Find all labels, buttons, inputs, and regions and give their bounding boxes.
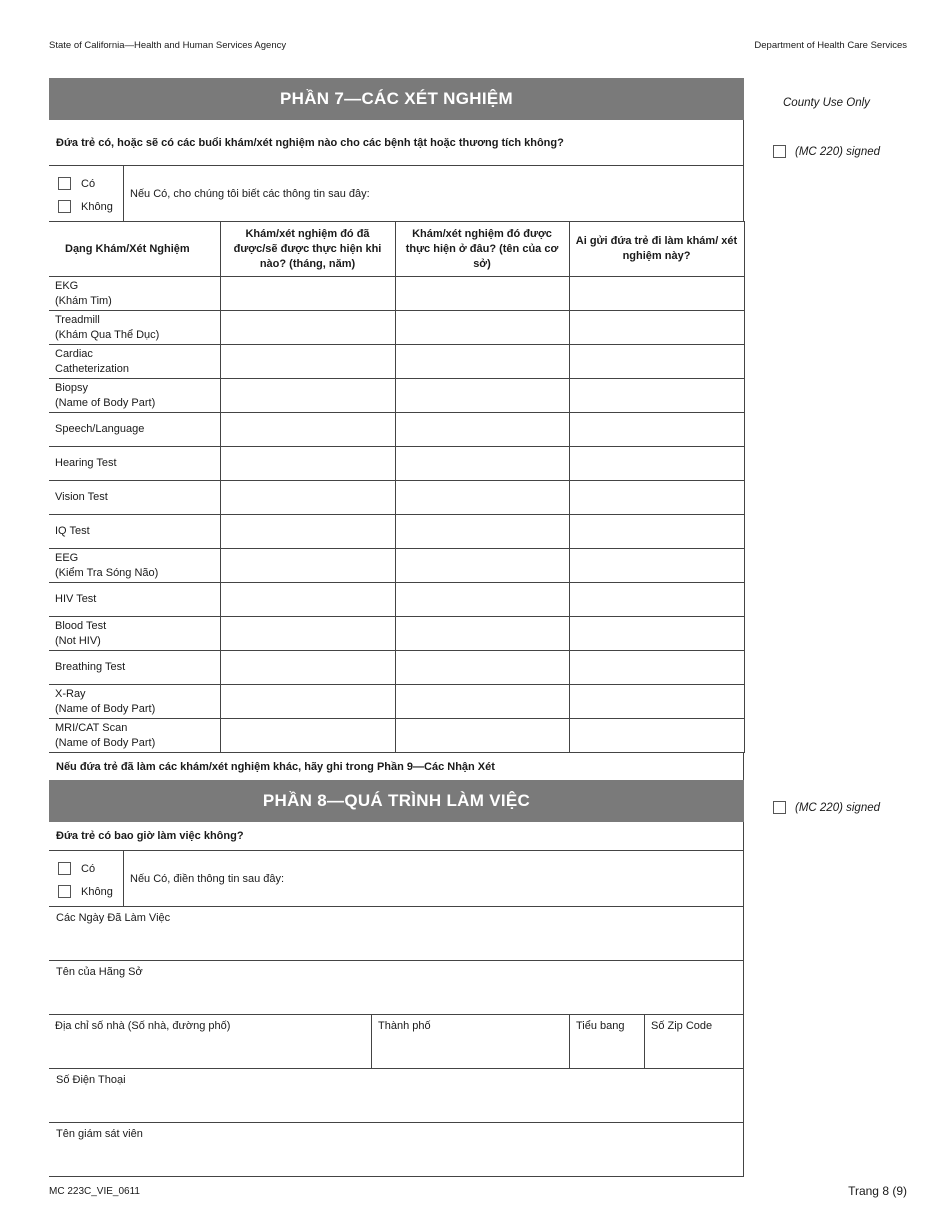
where-cell[interactable] [395, 311, 569, 345]
when-cell[interactable] [220, 311, 395, 345]
when-cell[interactable] [220, 345, 395, 379]
test-type-cell [49, 617, 220, 651]
form-id: MC 223C_VIE_0611 [49, 1186, 140, 1197]
state-label: Tiểu bang [576, 1020, 625, 1032]
test-type-cell [49, 685, 220, 719]
yes-label: Có [81, 862, 96, 875]
test-subtitle: (Name of Body Part) [55, 396, 156, 409]
table-row [49, 583, 744, 617]
city-field[interactable] [371, 1015, 569, 1068]
table-row [49, 515, 744, 549]
table-row [49, 413, 744, 447]
state-field[interactable] [569, 1015, 644, 1068]
test-subtitle: Catheterization [55, 362, 129, 375]
col-where: Khám/xét nghiệm đó được thực hiện ở đâu? (tên của cơ sở) [395, 222, 569, 277]
when-cell[interactable] [220, 277, 395, 311]
who-sent-cell[interactable] [569, 617, 744, 651]
col-who-sent: Ai gửi đứa trẻ đi làm khám/ xét nghiệm này? [569, 222, 744, 277]
test-name: MRI/CAT Scan [55, 721, 128, 734]
tests-table-header [49, 222, 744, 277]
test-name: Vision Test [55, 491, 108, 503]
test-name: EKG [55, 279, 79, 292]
mc220-signed-checkbox-2[interactable] [773, 801, 786, 814]
zip-code-field[interactable] [644, 1015, 743, 1068]
when-cell[interactable] [220, 413, 395, 447]
test-name: Breathing Test [55, 661, 126, 673]
when-cell[interactable] [220, 583, 395, 617]
test-name: IQ Test [55, 525, 90, 537]
agency-header: State of California—Health and Human Services Agency [49, 40, 287, 51]
test-type-cell [49, 583, 220, 617]
section7-title: PHẦN 7—CÁC XÉT NGHIỆM [49, 78, 744, 120]
test-name: Speech/Language [55, 423, 145, 435]
section7-question: Đứa trẻ có, hoặc sẽ có các buổi khám/xét nghiệm nào cho các bệnh tật hoặc thương tích không? [49, 120, 744, 165]
who-sent-cell[interactable] [569, 583, 744, 617]
section8-yes-no [49, 850, 744, 906]
phone-field[interactable] [49, 1068, 744, 1122]
test-type-cell [49, 481, 220, 515]
when-cell[interactable] [220, 447, 395, 481]
no-option[interactable] [58, 195, 123, 218]
mc220-signed-label-1: (MC 220) signed [795, 145, 881, 158]
yes-no-options [49, 851, 124, 906]
where-cell[interactable] [395, 549, 569, 583]
test-name: Blood Test [55, 619, 107, 632]
test-type-cell [49, 651, 220, 685]
test-type-cell [49, 719, 220, 753]
where-cell[interactable] [395, 719, 569, 753]
table-row [49, 345, 744, 379]
table-row [49, 379, 744, 413]
street-address-field[interactable] [49, 1015, 371, 1068]
tests-table [49, 221, 745, 753]
where-cell[interactable] [395, 481, 569, 515]
col-test-type: Dạng Khám/Xét Nghiệm [49, 222, 220, 277]
mc220-signed-section7 [773, 145, 880, 158]
zip-code-label: Số Zip Code [651, 1020, 713, 1032]
section7-footnote: Nếu đứa trẻ đã làm các khám/xét nghiệm khác, hãy ghi trong Phần 9—Các Nhận Xét [49, 753, 744, 780]
mc220-signed-checkbox-1[interactable] [773, 145, 786, 158]
table-row [49, 311, 744, 345]
when-cell[interactable] [220, 685, 395, 719]
when-cell[interactable] [220, 549, 395, 583]
form-bottom-border [49, 1176, 744, 1177]
table-row [49, 447, 744, 481]
table-row [49, 549, 744, 583]
where-cell[interactable] [395, 617, 569, 651]
test-name: Treadmill [55, 313, 100, 326]
company-name-label: Tên của Hãng Sở [56, 966, 143, 978]
when-cell[interactable] [220, 719, 395, 753]
who-sent-cell[interactable] [569, 481, 744, 515]
where-cell[interactable] [395, 583, 569, 617]
test-type-cell [49, 277, 220, 311]
test-subtitle: (Not HIV) [55, 634, 101, 647]
street-address-label: Địa chỉ số nhà (Số nhà, đường phố) [55, 1020, 231, 1032]
table-row [49, 617, 744, 651]
who-sent-cell[interactable] [569, 311, 744, 345]
yes-no-options [49, 166, 124, 221]
where-cell[interactable] [395, 447, 569, 481]
who-sent-cell[interactable] [569, 685, 744, 719]
who-sent-cell[interactable] [569, 345, 744, 379]
who-sent-cell[interactable] [569, 277, 744, 311]
table-row [49, 719, 744, 753]
where-cell[interactable] [395, 685, 569, 719]
dates-worked-field[interactable] [49, 906, 744, 960]
test-name: Hearing Test [55, 457, 117, 469]
when-cell[interactable] [220, 515, 395, 549]
supervisor-label: Tên giám sát viên [56, 1128, 143, 1140]
mc220-signed-label-2: (MC 220) signed [795, 801, 881, 814]
where-cell[interactable] [395, 345, 569, 379]
where-cell[interactable] [395, 277, 569, 311]
who-sent-cell[interactable] [569, 515, 744, 549]
test-type-cell [49, 515, 220, 549]
if-yes-instruction: Nếu Có, điền thông tin sau đây: [130, 872, 285, 885]
test-type-cell [49, 549, 220, 583]
yes-label: Có [81, 177, 96, 190]
test-subtitle: (Name of Body Part) [55, 702, 156, 715]
test-name: EEG [55, 551, 79, 564]
when-cell[interactable] [220, 617, 395, 651]
section7-yes-no [49, 165, 744, 221]
department-header: Department of Health Care Services [754, 40, 907, 51]
test-name: Cardiac [55, 347, 93, 360]
where-cell[interactable] [395, 515, 569, 549]
table-row [49, 481, 744, 515]
who-sent-cell[interactable] [569, 549, 744, 583]
test-type-cell [49, 447, 220, 481]
company-name-field[interactable] [49, 960, 744, 1014]
table-row [49, 685, 744, 719]
yes-option[interactable] [58, 857, 123, 880]
when-cell[interactable] [220, 651, 395, 685]
who-sent-cell[interactable] [569, 413, 744, 447]
table-row [49, 277, 744, 311]
where-cell[interactable] [395, 651, 569, 685]
if-yes-instruction: Nếu Có, cho chúng tôi biết các thông tin sau đây: [130, 187, 370, 200]
yes-checkbox[interactable] [58, 862, 71, 875]
yes-option[interactable] [58, 172, 123, 195]
mc220-signed-section8 [773, 801, 880, 814]
test-name: HIV Test [55, 593, 97, 605]
city-label: Thành phố [378, 1020, 431, 1032]
address-row [49, 1014, 744, 1068]
where-cell[interactable] [395, 379, 569, 413]
when-cell[interactable] [220, 481, 395, 515]
no-checkbox[interactable] [58, 200, 71, 213]
test-type-cell [49, 413, 220, 447]
who-sent-cell[interactable] [569, 719, 744, 753]
test-type-cell [49, 345, 220, 379]
test-type-cell [49, 379, 220, 413]
who-sent-cell[interactable] [569, 651, 744, 685]
when-cell[interactable] [220, 379, 395, 413]
test-subtitle: (Khám Tim) [55, 294, 112, 307]
page-number: Trang 8 (9) [848, 1184, 907, 1198]
test-subtitle: (Name of Body Part) [55, 736, 156, 749]
test-subtitle: (Kiểm Tra Sóng Não) [55, 566, 159, 579]
county-use-only-label: County Use Only [783, 97, 870, 109]
section8-title: PHẦN 8—QUÁ TRÌNH LÀM VIỆC [49, 780, 744, 822]
no-label: Không [81, 885, 113, 898]
no-label: Không [81, 200, 113, 213]
no-checkbox[interactable] [58, 885, 71, 898]
test-name: Biopsy [55, 381, 89, 394]
who-sent-cell[interactable] [569, 447, 744, 481]
table-row [49, 651, 744, 685]
section8-question: Đứa trẻ có bao giờ làm việc không? [49, 822, 744, 850]
who-sent-cell[interactable] [569, 379, 744, 413]
dates-worked-label: Các Ngày Đã Làm Việc [56, 912, 171, 924]
phone-label: Số Điện Thoại [56, 1074, 126, 1086]
where-cell[interactable] [395, 413, 569, 447]
no-option[interactable] [58, 880, 123, 903]
form-body [49, 78, 744, 1177]
yes-checkbox[interactable] [58, 177, 71, 190]
test-type-cell [49, 311, 220, 345]
col-when: Khám/xét nghiệm đó đã được/sẽ được thực hiện khi nào? (tháng, năm) [220, 222, 395, 277]
test-name: X-Ray [55, 687, 86, 700]
supervisor-field[interactable] [49, 1122, 744, 1176]
test-subtitle: (Khám Qua Thể Dục) [55, 328, 160, 341]
